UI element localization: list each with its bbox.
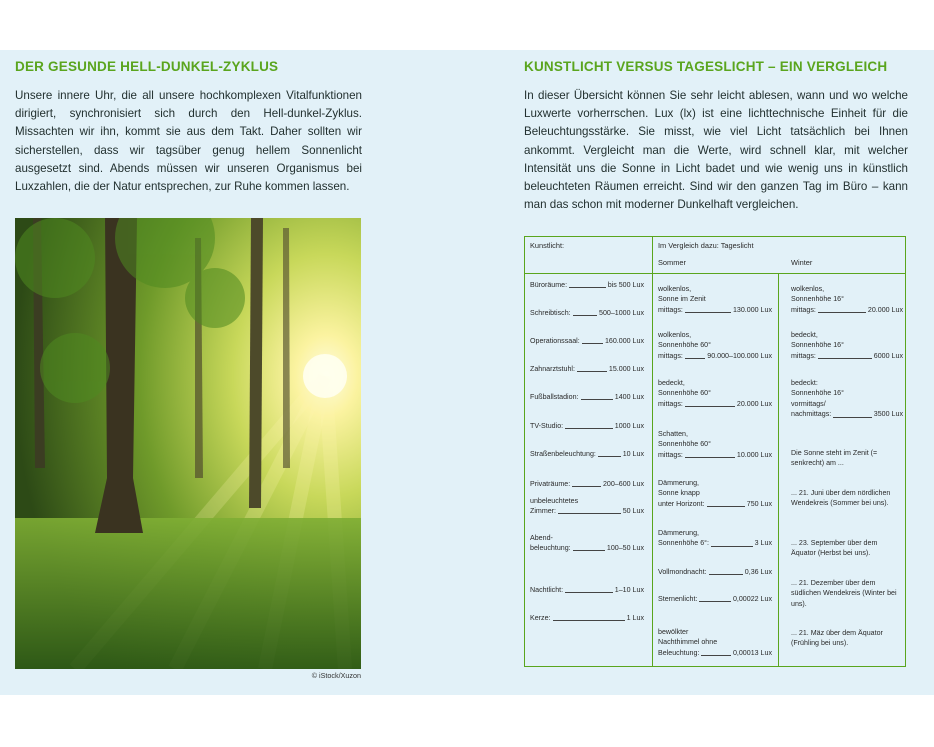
fill-line <box>707 506 745 507</box>
table-entry <box>530 585 644 595</box>
entry-value: 3 Lux <box>754 539 772 548</box>
fill-line <box>565 428 613 429</box>
entry-line: Dämmerung, <box>658 479 700 487</box>
entry-label: Operationssaal: <box>530 337 580 345</box>
table-entry <box>530 392 644 402</box>
entry-row <box>791 305 903 315</box>
entry-row <box>530 479 644 489</box>
photo-credit: © iStock/Xuzon <box>311 671 361 680</box>
entry-line: bedeckt: <box>791 379 818 387</box>
entry-label: Zahnarztstuhl: <box>530 365 575 373</box>
entry-label: mittags: <box>658 399 683 408</box>
book-spread <box>0 50 934 695</box>
sommer-header: Sommer <box>658 258 686 267</box>
entry-value: 90.000–100.000 Lux <box>707 351 772 360</box>
entry-row <box>530 392 644 402</box>
entry-row <box>530 421 644 431</box>
table-entry <box>530 308 644 318</box>
entry-value: 200–600 Lux <box>602 480 644 488</box>
entry-row <box>530 613 644 623</box>
table-entry <box>658 594 772 604</box>
entry-line: bedeckt, <box>658 379 685 387</box>
entry-value: 1 Lux <box>626 614 644 622</box>
table-entry <box>530 364 644 374</box>
fill-line <box>685 312 731 313</box>
zenit-date: ... 21. Juni über dem nördlichen Wendekreis (Sommer bei uns). <box>791 489 891 508</box>
fill-line <box>685 457 735 458</box>
table-entry <box>530 421 644 431</box>
left-body-text: Unsere innere Uhr, die all unsere hochkomplexen Vitalfunktionen dirigiert, synchronisiert sich durch den Hell-dunkel-Zyklus. Missachten wir ihn, kommt sie aus dem Takt. Daher sollten wir sicherstellen, dass wir tagsüber genug hellem Sonnenlicht ausgesetzt sind. Abends müssen wir unseren Organismus bei Luxzahlen, die der Natur entsprechen, zur Ruhe kommen lassen. <box>15 89 362 194</box>
entry-line: vormittags/ <box>791 399 826 408</box>
entry-value: 1–10 Lux <box>614 586 644 594</box>
table-divider <box>525 273 905 274</box>
entry-label: nachmittags: <box>791 410 832 419</box>
fill-line <box>685 358 705 359</box>
fill-line <box>685 406 735 407</box>
entry-label: mittags: <box>658 305 683 314</box>
fill-line <box>701 655 731 656</box>
entry-label: beleuchtung: <box>530 544 571 552</box>
table-entry <box>791 284 903 315</box>
entry-line: Sonnenhöhe 60° <box>658 341 711 350</box>
entry-value: 15.000 Lux <box>608 365 644 373</box>
fill-line <box>818 358 872 359</box>
entry-line: Dämmerung, <box>658 529 700 537</box>
lux-comparison-table <box>524 236 906 667</box>
entry-label: mittags: <box>791 305 816 314</box>
table-entry <box>658 567 772 577</box>
entry-label: Büroräume: <box>530 281 568 289</box>
fill-line <box>709 574 743 575</box>
entry-value: 500–1000 Lux <box>599 309 644 317</box>
fill-line <box>573 550 605 551</box>
entry-label: Schreibtisch: <box>530 309 571 317</box>
table-entry <box>658 528 772 549</box>
right-heading: KUNSTLICHT VERSUS TAGESLICHT – EIN VERGLEICH <box>524 59 888 74</box>
entry-label: unter Horizont: <box>658 499 705 508</box>
entry-line: Abend- <box>530 533 553 542</box>
entry-row <box>530 543 644 553</box>
entry-label: Zimmer: <box>530 507 557 515</box>
entry-value: 130.000 Lux <box>732 305 772 314</box>
entry-line: bewölkter <box>658 628 689 636</box>
entry-line: Sonnenhöhe 16° <box>791 341 844 350</box>
fill-line <box>598 456 621 457</box>
entry-row <box>530 364 644 374</box>
table-entry <box>658 330 772 361</box>
entry-line: Sonnenhöhe 16° <box>791 389 844 398</box>
entry-line: Sonne knapp <box>658 489 700 498</box>
entry-value: 1400 Lux <box>614 393 644 401</box>
entry-label: Vollmondnacht: <box>658 568 707 576</box>
entry-value: 20.000 Lux <box>736 399 772 408</box>
entry-label: Fußballstadion: <box>530 393 579 401</box>
fill-line <box>553 620 625 621</box>
table-entry <box>530 336 644 346</box>
entry-row <box>658 499 772 509</box>
tageslicht-header: Im Vergleich dazu: Tageslicht <box>658 241 754 250</box>
fill-line <box>818 312 866 313</box>
entry-row <box>530 308 644 318</box>
entry-line: wolkenlos, <box>791 285 825 293</box>
entry-value: 0,36 Lux <box>744 568 772 576</box>
table-entry <box>530 449 644 459</box>
entry-value: 6000 Lux <box>873 351 903 360</box>
entry-row <box>658 567 772 577</box>
entry-value: 0,00013 Lux <box>732 648 772 657</box>
entry-value: 0,00022 Lux <box>732 595 772 603</box>
table-entry <box>530 533 644 554</box>
entry-label: Nachtlicht: <box>530 586 564 594</box>
zenit-date: ... 21. Mäz über dem Äquator (Frühling bei uns). <box>791 629 883 648</box>
zenit-intro: Die Sonne steht im Zenit (= senkrecht) am ... <box>791 449 878 468</box>
entry-line: wolkenlos, <box>658 331 692 339</box>
entry-label: Privaträume: <box>530 480 571 488</box>
entry-line: Sonne im Zenit <box>658 295 706 304</box>
entry-label: mittags: <box>658 450 683 459</box>
table-entry <box>530 613 644 623</box>
fill-line <box>833 417 872 418</box>
entry-label: Straßenbeleuchtung: <box>530 450 596 458</box>
entry-label: mittags: <box>658 351 683 360</box>
entry-value: 50 Lux <box>622 507 644 515</box>
table-entry <box>530 479 644 489</box>
fill-line <box>572 486 601 487</box>
entry-value: 1000 Lux <box>614 422 644 430</box>
fill-line <box>558 513 621 514</box>
fill-line <box>699 601 731 602</box>
table-entry <box>658 378 772 409</box>
zenit-date: ... 23. September über dem Äquator (Herbst bei uns). <box>791 539 878 558</box>
table-entry <box>658 478 772 509</box>
entry-value: 20.000 Lux <box>867 305 903 314</box>
entry-row <box>791 409 903 419</box>
entry-label: Beleuchtung: <box>658 648 700 657</box>
zenit-date: ... 21. Dezember über dem südlichen Wendekreis (Winter bei uns). <box>791 579 897 608</box>
entry-row <box>530 449 644 459</box>
entry-line: Sonnenhöhe 60° <box>658 440 711 449</box>
entry-label: Sonnenhöhe 6°: <box>658 539 709 548</box>
entry-value: 10.000 Lux <box>736 450 772 459</box>
fill-line <box>569 287 606 288</box>
entry-line: Nachthimmel ohne <box>658 638 718 647</box>
table-entry <box>658 429 772 460</box>
fill-line <box>582 343 603 344</box>
table-entry <box>791 378 903 420</box>
entry-line: Schatten, <box>658 430 688 438</box>
forest-sunlight-photo <box>15 218 361 669</box>
entry-row <box>658 399 772 409</box>
entry-label: mittags: <box>791 351 816 360</box>
table-entry <box>530 496 644 517</box>
right-body-text: In dieser Übersicht können Sie sehr leicht ablesen, wann und wo welche Luxwerte vorherrschen. Lux (lx) ist eine lichttechnische Einheit für die Beleuchtungsstärke. Sie misst, wie viel Licht tatsächlich bei Ihnen ankommt. Vergleicht man die Werte, wird schnell klar, mit welcher Intensität uns die Sonne in Licht badet und wie wenig uns in künstlich beleuchteten Räumen erreicht. Sind wir den ganzen Tag im Büro – kann man das schon mit moderner Dunkelhaft vergleichen. <box>524 89 908 212</box>
entry-row <box>658 450 772 460</box>
table-entry <box>791 330 903 361</box>
table-divider <box>778 273 779 666</box>
entry-line: bedeckt, <box>791 331 818 339</box>
entry-row <box>530 506 644 516</box>
table-entry <box>530 280 644 290</box>
entry-row <box>658 648 772 658</box>
entry-row <box>530 585 644 595</box>
entry-row <box>658 538 772 548</box>
fill-line <box>573 315 597 316</box>
kunstlicht-header: Kunstlicht: <box>530 241 565 250</box>
fill-line <box>565 592 613 593</box>
entry-value: 10 Lux <box>622 450 644 458</box>
entry-label: TV-Studio: <box>530 422 564 430</box>
entry-value: 3500 Lux <box>873 410 903 419</box>
entry-row <box>658 351 772 361</box>
entry-line: unbeleuchtetes <box>530 496 579 505</box>
entry-row <box>530 336 644 346</box>
entry-value: 750 Lux <box>746 499 772 508</box>
entry-line: Sonnenhöhe 16° <box>791 295 844 304</box>
entry-label: Kerze: <box>530 614 551 622</box>
entry-value: bis 500 Lux <box>607 281 644 289</box>
table-divider <box>652 237 653 666</box>
entry-value: 160.000 Lux <box>604 337 644 345</box>
entry-label: Sternenlicht: <box>658 595 698 603</box>
table-entry <box>658 627 772 658</box>
entry-line: wolkenlos, <box>658 285 692 293</box>
fill-line <box>711 546 753 547</box>
entry-row <box>658 305 772 315</box>
table-entry <box>658 284 772 315</box>
fill-line <box>577 371 607 372</box>
winter-header: Winter <box>791 258 813 267</box>
entry-row <box>530 280 644 290</box>
entry-value: 100–50 Lux <box>606 544 644 552</box>
entry-row <box>791 351 903 361</box>
fill-line <box>581 399 613 400</box>
left-heading: DER GESUNDE HELL-DUNKEL-ZYKLUS <box>15 59 279 74</box>
entry-line: Sonnenhöhe 60° <box>658 389 711 398</box>
entry-row <box>658 594 772 604</box>
